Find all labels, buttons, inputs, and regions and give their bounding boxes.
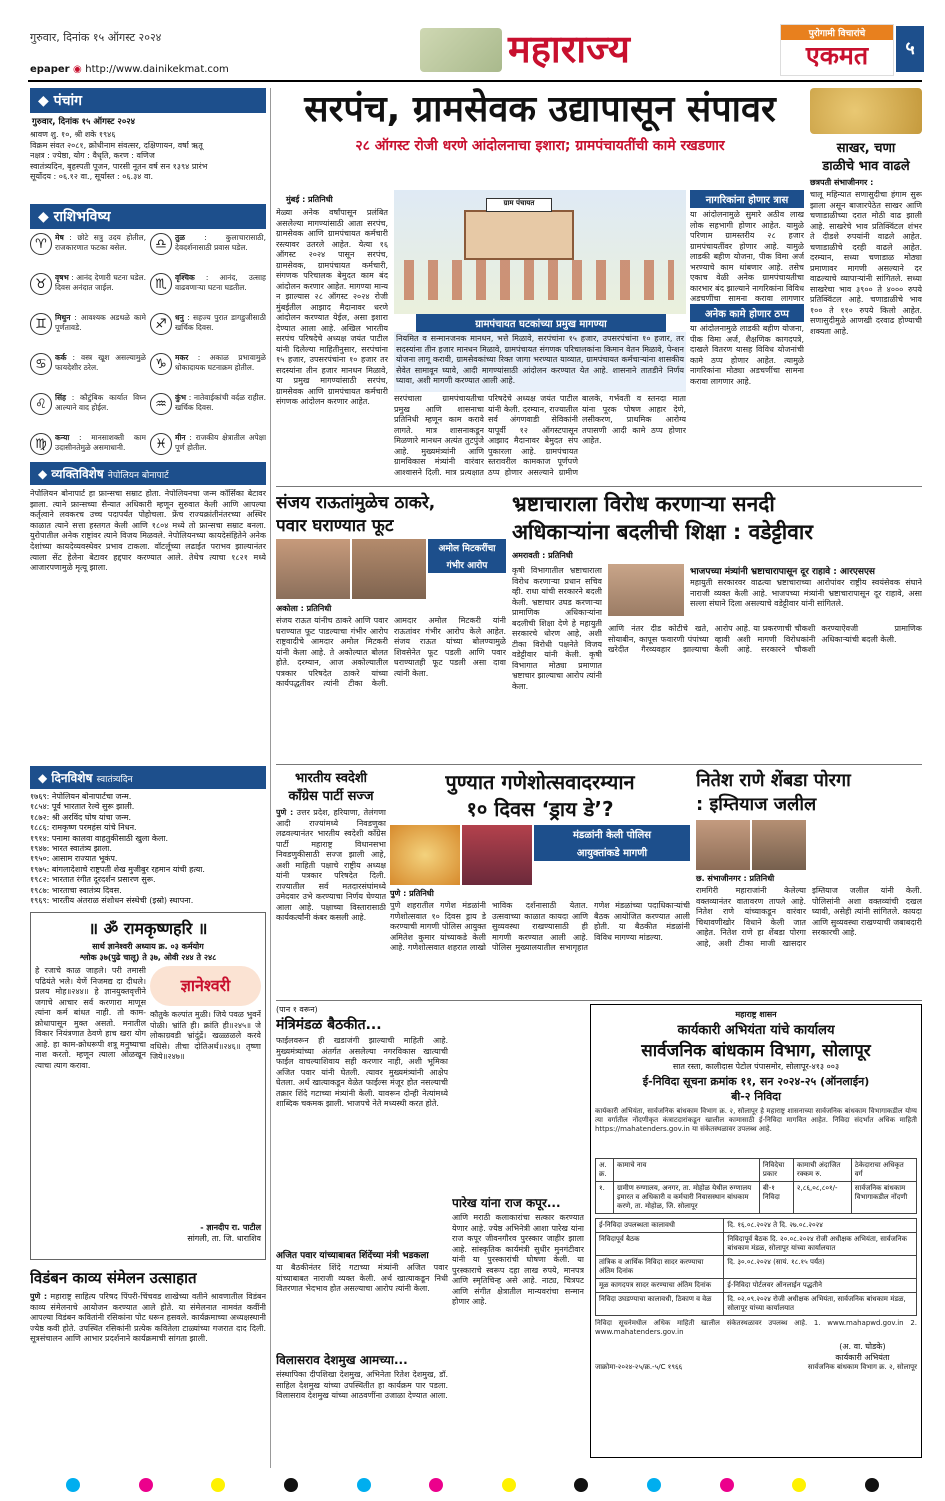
lead-box-title: नागरिकांना होणार त्रास (690, 190, 804, 208)
tender-schedule-table (595, 1218, 917, 1316)
rashi-name: कर्क (55, 353, 67, 362)
zodiac-sign-icon: ♒ (150, 393, 172, 415)
wadettiwar-story (512, 490, 922, 760)
td-work: ग्रामीण रुग्णालय, अनगर, ता. मोहोळ येथील रुग्णालय इमारत व अधिकारी व कर्मचारी निवासस्थान बांधकाम करणे, ता. मोहोळ, जि. सोलापूर (613, 1182, 759, 1214)
th-class: ठेकेदाराचा अधिकृत वर्ग (851, 1159, 916, 1182)
section-title: महाराज्य (508, 27, 630, 71)
dinvishesh-item: १९८२: भारतात रंगीत दूरदर्शन प्रसारण सुरू. (30, 875, 156, 885)
lead-info-box (690, 190, 804, 394)
wadettiwar-byline: अमरावती : प्रतिनिधी (512, 551, 573, 560)
rashi-text: वस्त्र खूश असल्यामुळे फायदेशीर ठरेल. (55, 353, 146, 372)
lead-box-body: या आंदोलनामुळे सुमारे अठीव लाख लोक सहभागी होणार आहेत. यामुळे परिणाम ग्रामस्तरीय २८ हजार ग्रामपंचायतींवर होणार आहे. यामुळे लाडकी बहीण योजना, पीक विमा अर्ज भरण्याचे काम थांबणार आहे. तसेच एकाच वेळी अनेक ग्रामपंचायतीचा कारभार बंद झाल्याने नागरिकांना विविध अडचणींचा सामना करावा लागणार (690, 210, 804, 302)
dinvishesh-list (30, 792, 266, 906)
kavya-city: पुणे : (30, 1292, 48, 1301)
rashi-name: कन्या (55, 433, 70, 442)
ramkrishna-section (30, 912, 266, 1260)
panchang-line: श्रावण शु. १०, श्री शके १९४६ (30, 130, 116, 139)
congress-headline-1: भारतीय स्वदेशी (294, 771, 368, 786)
th-work: कामाचे नाव (613, 1159, 759, 1182)
masthead (0, 0, 945, 84)
tender-table-header (596, 1159, 917, 1182)
rashi-text: आनंद देणारी घटना घडेल. दिवस अनंदात जाईल. (55, 273, 146, 292)
reg-swatch-cyan (647, 1478, 661, 1492)
rashi-item: ♒ कुंभ : नातेवाईकांची वर्दळ राहील. खर्चिक दिवस. (150, 393, 266, 431)
ramkrishna-author-place: सांगली, ता. जि. धाराशिव (187, 1234, 261, 1243)
parekh-headline: पारेख यांना राज कपूर... (452, 1196, 561, 1210)
hr-3 (276, 1000, 922, 1001)
person-icon: ◆ (38, 467, 52, 481)
rashi-name: धनु (175, 313, 184, 322)
dinvishesh-item: १९६९: भारतीय अंतराळ संशोधन संस्थेची (इस्रो) स्थापना. (30, 896, 194, 906)
tender-notice-type: बी-२ निविदा (731, 1090, 781, 1103)
reg-swatch-magenta (720, 1478, 734, 1492)
sugar-byline: छत्रपती संभाजीनगर : (810, 178, 874, 187)
nitesh-story (696, 768, 922, 996)
kavya-section (30, 1264, 266, 1454)
rashi-name: सिंह (55, 393, 66, 402)
pandal-photo (462, 825, 532, 885)
schedule-row (596, 1293, 917, 1316)
dinvishesh-item: १९७५: बांगलादेशाचे राष्ट्रपती शेख मुजीबुर रहमान यांची हत्या. (30, 864, 205, 874)
rashi-grid (30, 233, 266, 471)
sugar-headline-2: डाळीचे भाव वाढले (822, 159, 910, 174)
gram-panchayat-illustration (394, 190, 686, 314)
wadettiwar-photo (608, 564, 684, 616)
mantrimandal-headline: मंत्रिमंडळ बैठकीत... (276, 1017, 382, 1033)
kavya-body-text: महाराष्ट्र साहित्य परिषद पिंपरी-चिंचवड शाखेच्या वतीने श्रावणातील विडंबन काव्य संमेलनाचे आयोजन करण्यात आले होते. या संमेलनात नामवंत कवींनी आपल्या विडंबन कवितांनी रसिकांना पोट धरून हसवले. कार्यक्रमाच्या अध्यक्षस्थानी ज्येष्ठ कवी होते. उपस्थित रसिकांनी प्रत्येक कवितेला टाळ्यांच्या गजरात दाद दिली. सूत्रसंचालन आणि आभार प्रदर्शनाने कार्यक्रमाची सांगता झाली. (30, 1292, 266, 1343)
ganesh-body: पुणे शहरातील गणेश मंडळांनी गणेशोत्सवात १० दिवस ड्राय डे करण्याची मागणी पोलिस आयुक्त अमितेश कुमार यांच्याकडे केली आहे. गणेशोत्सवात शहरात लाखो भाविक दर्शनासाठी येतात. उत्सवाच्या काळात कायदा आणि सुव्यवस्था राखण्यासाठी ही मागणी करण्यात आली आहे. पोलिस मुख्यालयातील सभागृहात गणेश मंडळांच्या पदाधिकाऱ्यांची बैठक आयोजित करण्यात आली होती. या बैठकीत मंडळांनी विविध मागण्या मांडल्या. (390, 901, 690, 952)
hr-1 (276, 486, 922, 487)
brand-name: एकमत (805, 41, 869, 70)
dinvishesh-item: १९५०: आसाम राज्यात भूकंप. (30, 854, 118, 864)
panchayat-building (464, 210, 574, 260)
schedule-row (596, 1256, 917, 1279)
reg-swatch-cyan (357, 1478, 371, 1492)
vyakti-header: ◆ व्यक्तिविशेष नेपोलियन बोनापार्ट (30, 462, 266, 485)
lead-story (276, 86, 804, 482)
raut-headline-1: संजय राऊतांमुळेच ठाकरे, (276, 493, 436, 513)
schedule-value: दि. ०२.०९.२०२४ रोजी अधीक्षक अभियंता, सार्वजनिक बांधकाम मंडळ, सोलापूर यांच्या कार्यालयात (724, 1293, 917, 1316)
zodiac-sign-icon: ♐ (150, 313, 172, 335)
hr-2 (276, 764, 922, 765)
schedule-label: निविदापूर्व बैठक (596, 1233, 724, 1256)
rashi-item: ♐ धनु : सहज्य पुरात डागडुजीसाठी खर्चिक दिवस. (150, 313, 266, 351)
schedule-row (596, 1279, 917, 1293)
tender-notice-no: ई-निविदा सूचना क्रमांक ११, सन २०२४-२५ (ऑनलाईन) (642, 1075, 870, 1088)
brand-block (780, 24, 894, 76)
dinvishesh-header: ◆ दिनविशेष स्वातंत्र्यदिन (30, 766, 266, 789)
congress-city: पुणे : (276, 808, 294, 817)
tender-office: कार्यकारी अभियंता यांचे कार्यालय (677, 1023, 835, 1038)
nitesh-body-top (808, 820, 920, 870)
dinvishesh-item: १७६९: नेपोलियन बोनापार्टचा जन्म. (30, 792, 132, 801)
rashi-name: कुंभ (175, 393, 187, 402)
dinvishesh-item: १९१४: पनामा कालवा वाहतुकीसाठी खुला केला. (30, 833, 169, 843)
rashi-item: ♉ वृषभ : आनंद देणारी घटना घडेल. दिवस अनंदात जाईल. (30, 273, 146, 311)
raut-tag-1: अमोल मिटकरींचा (428, 539, 506, 556)
tender-intro: कार्यकारी अभियंता, सार्वजनिक बांधकाम विभाग क्र. २, सोलापूर हे महाराष्ट्र शासनाच्या सार्वजनिक बांधकाम विभागाकडील योग्य त्या वर्गातील नोंदणीकृत कंत्राटदारांकडून खालील कामासाठी ई-निविदा मागवित आहेत. निविदा संदर्भात अधिक माहिती https://mahatenders.gov.in या संकेतस्थळावर उपलब्ध आहे. (595, 1107, 917, 1133)
ganesh-headline-1: पुण्यात गणेशोत्सवादरम्यान (445, 770, 635, 794)
left-col-divider (270, 88, 271, 1468)
reg-swatch-black (284, 1478, 298, 1492)
ganesh-byline: पुणे : प्रतिनिधी (390, 889, 434, 898)
sanjay-raut-photo (276, 539, 350, 599)
rashi-item: ♑ मकर : अकाळ प्रभावामुळे धोकादायक घटनाक्रम होतील. (150, 353, 266, 391)
lead-col2: सरपंचाला ग्रामपंचायतीचा प्रमुख आणि शासनाचा प्रतिनिधी म्हणून काम करावे लागते. मात्र शासनाकडून मिळणारे मानधन अत्यंत तुटपुंजे आहे. मुख्यमंत्र्यांनी आणि ग्रामविकास मंत्र्यांनी वारंवार आश्वासने दिली. मात्र प्रत्यक्षात (394, 394, 484, 477)
th-type: निविदेचा प्रकार (759, 1159, 793, 1182)
panchang-line: स्वातंत्र्यदिन, बृहस्पती पूजन, पारसी नूतन वर्ष सन १३९४ प्रारंभ (30, 161, 208, 171)
rashi-item: ♓ मीन : राजकीय क्षेत्रातील अपेक्षा पूर्ण होतील. (150, 433, 266, 471)
wadettiwar-quote: महायुती सरकारवर वाढत्या भ्रष्टाचाराच्या आरोपांवर राष्ट्रीय स्वयंसेवक संघाने नाराजी व्यक्त केली आहे. भाजपच्या मंत्र्यांनी भ्रष्टाचारापासून दूर राहावे, असा सल्ला संघाने दिला असल्याचे वडेट्टीवार यांनी सांगितले. (690, 578, 922, 608)
nitesh-byline: छ. संभाजीनगर : प्रतिनिधी (696, 874, 775, 883)
lead-byline: मुंबई : प्रतिनिधी (286, 195, 333, 204)
lead-col1: मेळ्या अनेक वर्षांपासून प्रलंबित असलेल्या मागण्यांसाठी आता सरपंच, ग्रामसेवक आणि ग्रामपंचायत कर्मचारी रस्त्यावर उतरले आहेत. येत्या १६ ऑगस्ट २०२४ पासून सरपंच, ग्रामसेवक, ग्रामपंचायत कर्मचारी, संगणक परिचालक बेमुदत काम बंद आंदोलन करणार आहेत. मागण्या मान्य न झाल्यास २८ ऑगस्ट २०२४ रोजी मुंबईतील आझाद मैदानावर धरणे आंदोलन करण्यात येईल, असा इशारा देण्यात आला आहे. अखिल भारतीय सरपंच परिषदेचे अध्यक्ष जयंत पाटील यांनी दिलेल्या माहितीनुसार, सरपंचांना १५ हजार, उपसरपंचांना १० हजार तर सदस्यांना तीन हजार मानधन मिळावे, या प्रमुख मागण्यांसाठी सरपंच, ग्रामसेवक आणि ग्रामपंचायत कर्मचारी संगणक आंदोलन करणार आहेत. (276, 208, 388, 406)
lead-headline: सरपंच, ग्रामसेवक उद्यापासून संपावर (304, 89, 776, 130)
wadettiwar-body: कृषी विभागातील भ्रष्टाचाराला विरोध करणाऱ्या प्रधान सचिव व्ही. राधा यांची सरकारने बदली केली. भ्रष्टाचार उघड करणाऱ्या प्रामाणिक अधिकाऱ्यांना बदलीची शिक्षा देणे हे महायुती सरकारचे धोरण आहे, अशी टीका विरोधी पक्षनेते विजय वडेट्टीवार यांनी केली. कृषी विभागात मोठ्या प्रमाणात भ्रष्टाचार झाल्याचा आरोप त्यांनी केला. (512, 566, 602, 691)
panchang-header: ◆ पंचांग (30, 88, 266, 113)
amol-mitkari-photo (352, 539, 426, 599)
reg-swatch-black (574, 1478, 588, 1492)
zodiac-sign-icon: ♌ (30, 393, 52, 415)
sugar-body: चालू महिन्यात सणासुदीचा हंगाम सुरू झाला असून बाजारपेठेत साखर आणि चणाडाळीच्या दरात मोठी वाढ झाली आहे. साखरेचे भाव प्रतिक्विंटल शंभर ते दीडशे रुपयांनी वाढले आहेत. चणाडाळीचे दरही वाढले आहेत. दरम्यान, सध्या चणाडाळ मोठ्या प्रमाणावर मागणी असल्याने दर वाढल्याचे व्यापाऱ्यांनी सांगितले. सध्या साखरेचा भाव ३९०० ते ४००० रुपये प्रतिक्विंटल आहे. चणाडाळीचे भाव १०० ते ११० रुपये किलो आहेत. सणासुदीमुळे आणखी दरवाढ होण्याची शक्यता आहे. (810, 190, 922, 336)
schedule-row (596, 1233, 917, 1256)
vyakti-body: नेपोलियन बोनापार्ट हा फ्रान्सचा सम्राट होता. नेपोलियनचा जन्म कॉर्सिका बेटावर झाला. त्याने फ्रान्सच्या सैन्यात अधिकारी म्हणून सुरुवात केली आणि आपल्या कर्तृत्वाने लवकरच उच्च पदापर्यंत पोहोचला. फ्रेंच राज्यक्रांतीनंतरच्या अस्थिर काळात त्याने सत्ता हस्तगत केली आणि १८०४ मध्ये तो फ्रान्सचा सम्राट बनला. युरोपातील अनेक राष्ट्रांवर त्याने विजय मिळवले. नेपोलियनच्या कायदेसंहितेने अनेक देशांच्या कायदेव्यवस्थेवर प्रभाव टाकला. वॉटर्लूच्या लढाईत पराभव झाल्यानंतर त्याला सेंट हेलेना बेटावर हद्दपार करण्यात आले. तेथेच त्याचा १८२१ मध्ये आजारपणामुळे मृत्यू झाला. (30, 489, 266, 573)
th-sr: अ. क्र. (596, 1159, 614, 1182)
schedule-label: मूळ कागदपत्र सादर करण्याचा अंतिम दिनांक (596, 1279, 724, 1293)
dinvishesh-item: १९८७: भारताचा स्वातंत्र्य दिवस. (30, 885, 122, 895)
rashi-name: मकर (175, 353, 189, 362)
lead-box2-body: या आंदोलनामुळे लाडकी बहीण योजना, पीक विमा अर्ज, शैक्षणिक कागदपत्रे, दाखले वितरण यासह विविध योजनांची कामे ठप्प होणार आहेत. त्यामुळे नागरिकांना मोठ्या अडचणींचा सामना करावा लागणार आहे. (690, 324, 804, 386)
reg-swatch-yellow (792, 1478, 806, 1492)
lead-box2-title: अनेक कामे होणार ठप्प (690, 304, 804, 322)
calendar-icon: ◆ (38, 93, 54, 109)
rashi-text: कौटुंबिक कार्यात विघ्न आल्याने वाद होईल. (55, 393, 146, 412)
th-amount: कामाची अंदाजित रक्कम रु. (793, 1159, 851, 1182)
dinvishesh-item: १९४७: भारत स्वातंत्र्य झाला. (30, 844, 112, 854)
dinvishesh-item: १८८६: रामकृष्ण परमहंस यांचे निधन. (30, 823, 137, 833)
raut-photos (276, 539, 506, 599)
tender-address: सात रस्ता, कालीदास पेटोल पंपासमोर, सोलापूर-४१३ ००३ (672, 1062, 840, 1071)
schedule-value: ई-निविदा पोर्टलवर ऑनलाईन पद्धतीने (724, 1279, 917, 1293)
zodiac-sign-icon: ♍ (30, 433, 52, 455)
mantrimandal-cont: (पान १ वरून) (276, 1005, 318, 1014)
dnyaneshwari-emblem: ज्ञानेश्वरी (150, 966, 261, 1006)
reg-swatch-magenta (429, 1478, 443, 1492)
rashi-name: तुळ (175, 233, 185, 242)
rashi-name: वृषभ (55, 273, 69, 282)
schedule-value: दि. १६.०८.२०२४ ते दि. २७.०८.२०२४ (724, 1219, 917, 1233)
wadettiwar-headline-2: अधिकाऱ्यांना बदलीची शिक्षा : वडेट्टीवार (512, 520, 813, 544)
zodiac-sign-icon: ♓ (150, 433, 172, 455)
wadettiwar-body2: आणि नंतर दीड कोटीचे खते, सोयाबीन, कापूस फवारणी पंपांच्या खरेदीत गैरव्यवहार झाल्याचा आरोप आहे. या प्रकरणाची चौकशी व्हावी अशी मागणी विरोधकांनी केली आहे. सरकारने चौकशी करण्याऐवजी प्रामाणिक अधिकाऱ्यांची बदली केली. (608, 624, 922, 654)
schedule-value: दि. ३०.०८.२०२४ (सायं. १८.१५ पर्यंत) (724, 1256, 917, 1279)
zodiac-sign-icon: ♋ (30, 353, 52, 375)
mantrimandal-body2: या बैठकीनंतर शिंदे गटाच्या मंत्र्यांनी अजित पवार यांच्याबाबत नाराजी व्यक्त केली. अर्थ खात्याकडून निधी वितरणात भेदभाव होत असल्याचा आरोप त्यांनी केला. (276, 1263, 448, 1293)
mantrimandal-story (276, 1004, 448, 1460)
sugar-story (810, 88, 922, 482)
reg-swatch-cyan (66, 1478, 80, 1492)
raut-body: संजय राऊत यांनीच ठाकरे आणि पवार घराण्यात फूट पाडल्याचा गंभीर आरोप राष्ट्रवादीचे आमदार अमोल मिटकरी यांनी केला आहे. ते अकोल्यात बोलत होते. दरम्यान, आज अकोल्यातील पत्रकार परिषदेत ठाकरे यांच्या कार्यपद्धतीवर त्यांनी टीका केली. आमदार अमोल मिटकरी यांनी राऊतांवर गंभीर आरोप केले आहेत. संजय राऊत यांच्या बोलण्यामुळे शिवसेनेत फूट पडली आणि पवार घराण्यातही फूट पडली असा दावा त्यांनी केला. (276, 616, 506, 688)
raut-headline-2: पवार घराण्यात फूट (276, 516, 394, 536)
parekh-body: आणि मराठी कलाकारांचा सत्कार करण्यात येणार आहे. ज्येष्ठ अभिनेत्री आशा पारेख यांना राज कपूर जीवनगौरव पुरस्कार जाहीर झाला आहे. सांस्कृतिक कार्यमंत्री सुधीर मुनगंटीवार यांनी या पुरस्कारांची घोषणा केली. या पुरस्काराचे स्वरूप दहा लाख रुपये, मानपत्र आणि स्मृतिचिन्ह असे आहे. नाट्य, चित्रपट आणि संगीत क्षेत्रातील मान्यवरांचा सन्मान होणार आहे. (452, 1213, 584, 1306)
ramkrishna-subtitle: सार्थ ज्ञानेश्वरी अध्याय क्र. ०३ कर्मयोग (92, 942, 204, 951)
rashi-text: कुलाचारासाठी, देवदर्शनासाठी प्रवास घडेल. (175, 233, 266, 252)
ganesh-photos (390, 825, 690, 885)
rashi-name: वृश्चिक (175, 273, 195, 282)
nitesh-body: रामगिरी महाराजांनी केलेल्या वक्तव्यानंतर वातावरण तापले आहे. नितेश राणे यांच्याकडून वारंवार चिथावणीखोर विधाने केली जात आहेत. नितेश राणे हा शेंबडा पोरगा आहे, अशी टीका माजी खासदार इम्तियाज जलील यांनी केली. पोलिसांनी अशा वक्तव्यांची दखल घ्यावी, असेही त्यांनी सांगितले. कायदा आणि सुव्यवस्था राखण्याची जबाबदारी सरकारची आहे. (696, 886, 922, 948)
kavya-body (30, 1292, 266, 1442)
rashi-section (30, 204, 266, 458)
mantrimandal-body3: संस्थापिका दीपशिखा देशमुख, अभिनेता रितेश देशमुख, डॉ. साहिल देशमुख यांच्या उपस्थितीत हा कार्यक्रम पार पडला. विलासराव देशमुख यांच्या आठवणींना उजाळा देण्यात आला. (276, 1370, 448, 1400)
tender-dept: सार्वजनिक बांधकाम विभाग, सोलापूर (641, 1041, 871, 1061)
zodiac-sign-icon: ♏ (150, 273, 172, 295)
ganesh-tag-2: आयुक्तांकडे मागणी (534, 843, 690, 861)
ramkrishna-body: हे रजाचे काळ जाहले। परी तमासी पढियंते भले। येणें निजमद्य दा दीधले। प्रलय मोह॥२४४॥ हे ज्ञानयुक्तवृत्तीने जगाचे आचार सर्व करणारा माणूस त्यांना कर्म बांधत नाही. तो काम-क्रोधापासून मुक्त असतो. मनातील विकार नियंत्रणात ठेवणे हाच खरा योग आहे. हा काम-क्रोधरूपी शत्रू मनुष्याचा नाश करतो. म्हणून त्याला ओळखून त्याचा त्याग करावा. (35, 966, 146, 1070)
mantrimandal-body: फाईलवरून ही खडाजंगी झाल्याची माहिती आहे. मुख्यमंत्र्यांच्या अंतर्गत असलेल्या नगरविकास खात्याची फाईल वाचल्याशिवाय सही करणार नाही, अशी भूमिका अजित पवार यांनी घेतली. त्यावर मुख्यमंत्र्यांनी आक्षेप घेतला. अर्थ खात्याकडून वेळेत फाईल्स मंजूर होत नसल्याची तक्रार शिंदे गटाच्या मंत्र्यांनी केली. यावरून दोन्ही नेत्यांमध्ये शाब्दिक चकमक झाली. भाजपचे नेते मध्यस्थी करत होते. (276, 1036, 448, 1108)
masthead-date: गुरुवार, दिनांक १५ ऑगस्ट २०२४ (30, 31, 162, 44)
td-class: सार्वजनिक बांधकाम विभागाकडील नोंदणी (851, 1182, 916, 1214)
ganesh-idol-photo (390, 825, 460, 885)
reg-swatch-yellow (502, 1478, 516, 1492)
dinvishesh-item: १८५४: पूर्व भारतात रेल्वे सुरू झाली. (30, 802, 135, 812)
rashi-text: राजकीय क्षेत्रातील अपेक्षा पूर्ण होतील. (175, 433, 266, 452)
kavya-headline: विडंबन काव्य संमेलन उत्साहात (30, 1269, 197, 1287)
page-number: ५ (896, 26, 924, 72)
epaper-label: epaper ◉ http://www.dainikekmat.com (30, 64, 229, 75)
rashi-item: ♎ तुळ : कुलाचारासाठी, देवदर्शनासाठी प्रवास घडेल. (150, 233, 266, 271)
tender-ref: जाक्रोमा-२०२४-२५/क्र.-५/C १९६६ (595, 1363, 683, 1371)
color-registration-bar (60, 1476, 885, 1494)
tender-sign: (अ. वा. घोडके) (839, 1342, 886, 1351)
lead-col3: परिषदेचे अध्यक्ष जयंत पाटील यांनी केली. दरम्यान, राज्यातील सर्व अंगणवाडी सेविकांनी यापूर्वी १२ ऑगस्टपासून आझाद मैदानावर बेमुदत संप पुकारला आहे. ग्रामपंचायत स्तरावरील कामकाज पूर्णपणे ठप्प होणार असल्याने ग्रामीण (488, 394, 578, 477)
brand-tagline: पुरोगामी विचारांचे (781, 25, 893, 40)
rashi-item: ♏ वृश्चिक : आनंद, उत्साह वाढवणाऱ्या घटना घडतील. (150, 273, 266, 311)
lead-demands: नियमित व सन्मानजनक मानधन, भत्ते मिळावे, सरपंचांना १५ हजार, उपसरपंचांना १० हजार, तर सदस्यांना तीन हजार मानधन मिळावे, ग्रामपंचायत संगणक परिचालकांना किमान वेतन मिळावे, पेन्शन योजना लागू करावी, ग्रामसेवकांच्या रिक्त जागा भरण्यात याव्यात, ग्रामपंचायत कर्मचाऱ्यांना शासकीय सेवेत सामावून घ्यावे, आदी मागण्यांसाठी आंदोलन करण्यात येत आहे. शासनाने तातडीने निर्णय घ्यावा, अशी मागणी करण्यात आली आहे. (394, 332, 686, 392)
dinvishesh-section (30, 766, 266, 908)
parekh-intro (452, 1004, 584, 1194)
rashi-item: ♋ कर्क : वस्त्र खूश असल्यामुळे फायदेशीर ठरेल. (30, 353, 146, 391)
congress-story (276, 768, 386, 996)
reg-swatch-magenta (139, 1478, 153, 1492)
parekh-story (452, 1004, 584, 1460)
ganesh-tag-1: मंडळांनी केली पोलिस (534, 825, 690, 843)
rashi-item: ♍ कन्या : मानसाशक्ती काम उदासीनतेमुळे असमाधानी. (30, 433, 146, 471)
schedule-label: निविदा उघडण्याचा कालावधी, ठिकाण व वेळ (596, 1293, 724, 1316)
rashi-name: मेष (55, 233, 64, 242)
vyakti-section (30, 462, 266, 762)
lead-subhead: २८ ऑगस्ट रोजी धरणे आंदोलनाचा इशारा; ग्रामपंचायतींची कामे रखडणार (355, 138, 725, 154)
panchang-line: सूर्योदय : ०६.१२ वा., सूर्यास्त : ०६.३४ वा. (30, 172, 154, 181)
grain-photo (810, 88, 922, 134)
congress-body (276, 808, 386, 998)
reg-swatch-yellow (211, 1478, 225, 1492)
maharashtra-map-image (420, 28, 502, 72)
wadettiwar-headline-1: भ्रष्टाचाराला विरोध करणाऱ्या सनदी (512, 492, 775, 516)
tender-sign-title: कार्यकारी अभियंता (835, 1353, 890, 1362)
mantrimandal-sub2: विलासराव देशमुख आमच्या... (276, 1353, 408, 1367)
zodiac-sign-icon: ♈ (30, 233, 52, 255)
raut-byline: अकोला : प्रतिनिधी (276, 604, 332, 613)
td-sr: १. (596, 1182, 614, 1214)
panchayat-sign: ग्राम पंचायत (486, 198, 552, 212)
tender-table (595, 1158, 917, 1214)
zodiac-icon: ◆ (38, 209, 54, 225)
panchang-date: गुरुवार, दिनांक १५ ऑगस्ट २०२४ (32, 117, 136, 127)
lead-illus-caption: ग्रामपंचायत घटकांच्या प्रमुख मागण्या (416, 314, 666, 332)
ganesh-story (390, 768, 690, 996)
rashi-text: अकाळ प्रभावामुळे धोकादायक घटनाक्रम होतील. (175, 353, 266, 372)
rashi-text: आनंद, उत्साह वाढवणाऱ्या घटना घडतील. (175, 273, 266, 292)
zodiac-sign-icon: ♉ (30, 273, 52, 295)
rashi-name: मीन (175, 433, 186, 442)
tender-notice (590, 1004, 922, 1458)
sugar-headline-1: साखर, चणा (836, 141, 896, 156)
ramkrishna-quotes: कौतुके कल्पांत मुळी। जिये पवळ भुवनें पोळी। भ्रांति ही। क्रांति ही॥२४५॥ जे लोकाग्रवडी भ्रांदुंद्रें। खळ्ळळले करवे वधिसे। तीचा दोतिअर्थ॥२४६॥ तृष्णा जिये॥२४७॥ (150, 1010, 261, 1061)
panchang-section (30, 88, 266, 200)
mantrimandal-sub: अजित पवार यांच्याबाबत शिंदेंच्या मंत्री भडकला (276, 1251, 429, 1261)
td-type: बी-१ निविदा (759, 1182, 793, 1214)
zodiac-sign-icon: ♎ (150, 233, 172, 255)
ramkrishna-title: ॥ ॐ रामकृष्णहरि ॥ (88, 919, 208, 938)
masthead-rule (28, 80, 922, 82)
schedule-label: तांत्रिक व आर्थिक निविदा सादर करण्याचा अंतिम दिनांक (596, 1256, 724, 1279)
schedule-value: निविदापूर्व बैठक दि. २०.०८.२०२४ रोजी अधीक्षक अभियंता, सार्वजनिक बांधकाम मंडळ, सोलापूर यांच्या कार्यालयात (724, 1233, 917, 1256)
globe-icon: ◉ (73, 64, 82, 75)
rashi-name: मिथुन (55, 313, 71, 322)
rashi-text: छोटे सत्रु उदय होतील, राजकारणात फटका बसेल. (55, 233, 146, 252)
ganesh-headline-2: १० दिवस ‘ड्राय डे’? (466, 797, 614, 821)
dinvishesh-item: १८७२: श्री अरविंद घोष यांचा जन्म. (30, 812, 132, 822)
panchang-line: नक्षत्र : ज्येष्ठा, योग : वैधृति, करण : वणिज (30, 151, 155, 160)
imtiaz-jaleel-photo (752, 820, 806, 870)
tender-gov: महाराष्ट्र शासन (735, 1010, 777, 1019)
raut-tag-2: गंभीर आरोप (428, 556, 506, 573)
nitesh-headline-2: : इम्तियाज जलील (696, 794, 817, 815)
people-figures (404, 260, 674, 300)
schedule-label: ई-निविदा उपलब्धता कालावधी (596, 1219, 724, 1233)
raut-story (276, 490, 506, 760)
lead-col3b: बालके, गर्भवती व स्तनदा माता यांना पूरक पोषण आहार देणे, लसीकरण, प्राथमिक आरोग्य तपासणी आदी कामे ठप्प होणार आहेत. (582, 394, 686, 445)
tender-sign-dept: सार्वजनिक बांधकाम विभाग क्र. २, सोलापूर (807, 1363, 917, 1371)
rashi-header: ◆ राशिभविष्य (30, 204, 266, 229)
vyakti-subject: नेपोलियन बोनापार्ट (107, 471, 169, 481)
td-amount: २,८६,०८,८०१/- (793, 1182, 851, 1214)
rashi-text: सहज्य पुरात डागडुजीसाठी खर्चिक दिवस. (175, 313, 266, 332)
ramkrishna-line2: श्लोक ३७(पुढे चालू) ते ३७, ओवी २४४ ते २४८ (79, 953, 217, 962)
ramkrishna-author: - ज्ञानदीप रा. पाटील (200, 1223, 261, 1232)
congress-headline-2: काँग्रेस पार्टी सज्ज (288, 789, 374, 804)
zodiac-sign-icon: ♊ (30, 313, 52, 335)
rashi-text: नातेवाईकांची वर्दळ राहील. खर्चिक दिवस. (175, 393, 266, 412)
epaper-url[interactable]: http://www.dainikekmat.com (85, 64, 229, 75)
dinvishesh-subject: स्वातंत्र्यदिन (96, 775, 133, 785)
calendar-day-icon: ◆ (38, 771, 52, 785)
wadettiwar-quote-head: भाजपच्या मंत्र्यांनी भ्रष्टाचारापासून दूर राहावे : आरएसएस (690, 567, 876, 577)
rashi-item: ♌ सिंह : कौटुंबिक कार्यात विघ्न आल्याने वाद होईल. (30, 393, 146, 431)
rashi-text: आवश्यक अडथळे कामे पूर्णतावडे. (55, 313, 146, 332)
schedule-row (596, 1219, 917, 1233)
tender-footer: निविदा सूचनेमधील अधिक माहिती खालील संकेतस्थळावर उपलब्ध आहे. 1. www.mahapwd.gov.in 2. www.mahatenders.gov.in (595, 1319, 917, 1336)
reg-swatch-black (865, 1478, 879, 1492)
panchang-line: विक्रम संवत २०८१, क्रोधीनाम संवत्सर, दक्षिणायन, वर्षा ऋतू (30, 140, 203, 150)
nitesh-photos (696, 820, 922, 870)
rashi-item: ♈ मेष : छोटे सत्रु उदय होतील, राजकारणात फटका बसेल. (30, 233, 146, 271)
nitesh-headline-1: नितेश राणे शेंबडा पोरगा (696, 770, 851, 791)
congress-body-text: उत्तर प्रदेश, हरियाणा, तेलंगणा आदी राज्यांमध्ये निवडणुका लढवल्यानंतर भारतीय स्वदेशी काँग्रेस पार्टी महाराष्ट्र विधानसभा निवडणुकीसाठी सज्ज झाली आहे, अशी माहिती पक्षाचे राष्ट्रीय अध्यक्ष यांनी पत्रकार परिषदेत दिली. राज्यातील सर्व मतदारसंघांमध्ये उमेदवार उभे करण्याचा निर्णय घेण्यात आला आहे. पक्षाच्या विस्तारासाठी कार्यकर्त्यांनी कंबर कसली आहे. (276, 808, 386, 922)
rashi-item: ♊ मिथुन : आवश्यक अडथळे कामे पूर्णतावडे. (30, 313, 146, 351)
rashi-text: मानसाशक्ती काम उदासीनतेमुळे असमाधानी. (55, 433, 146, 452)
zodiac-sign-icon: ♑ (150, 353, 172, 375)
tender-table-row (596, 1182, 917, 1214)
nitesh-rane-photo (696, 820, 750, 870)
